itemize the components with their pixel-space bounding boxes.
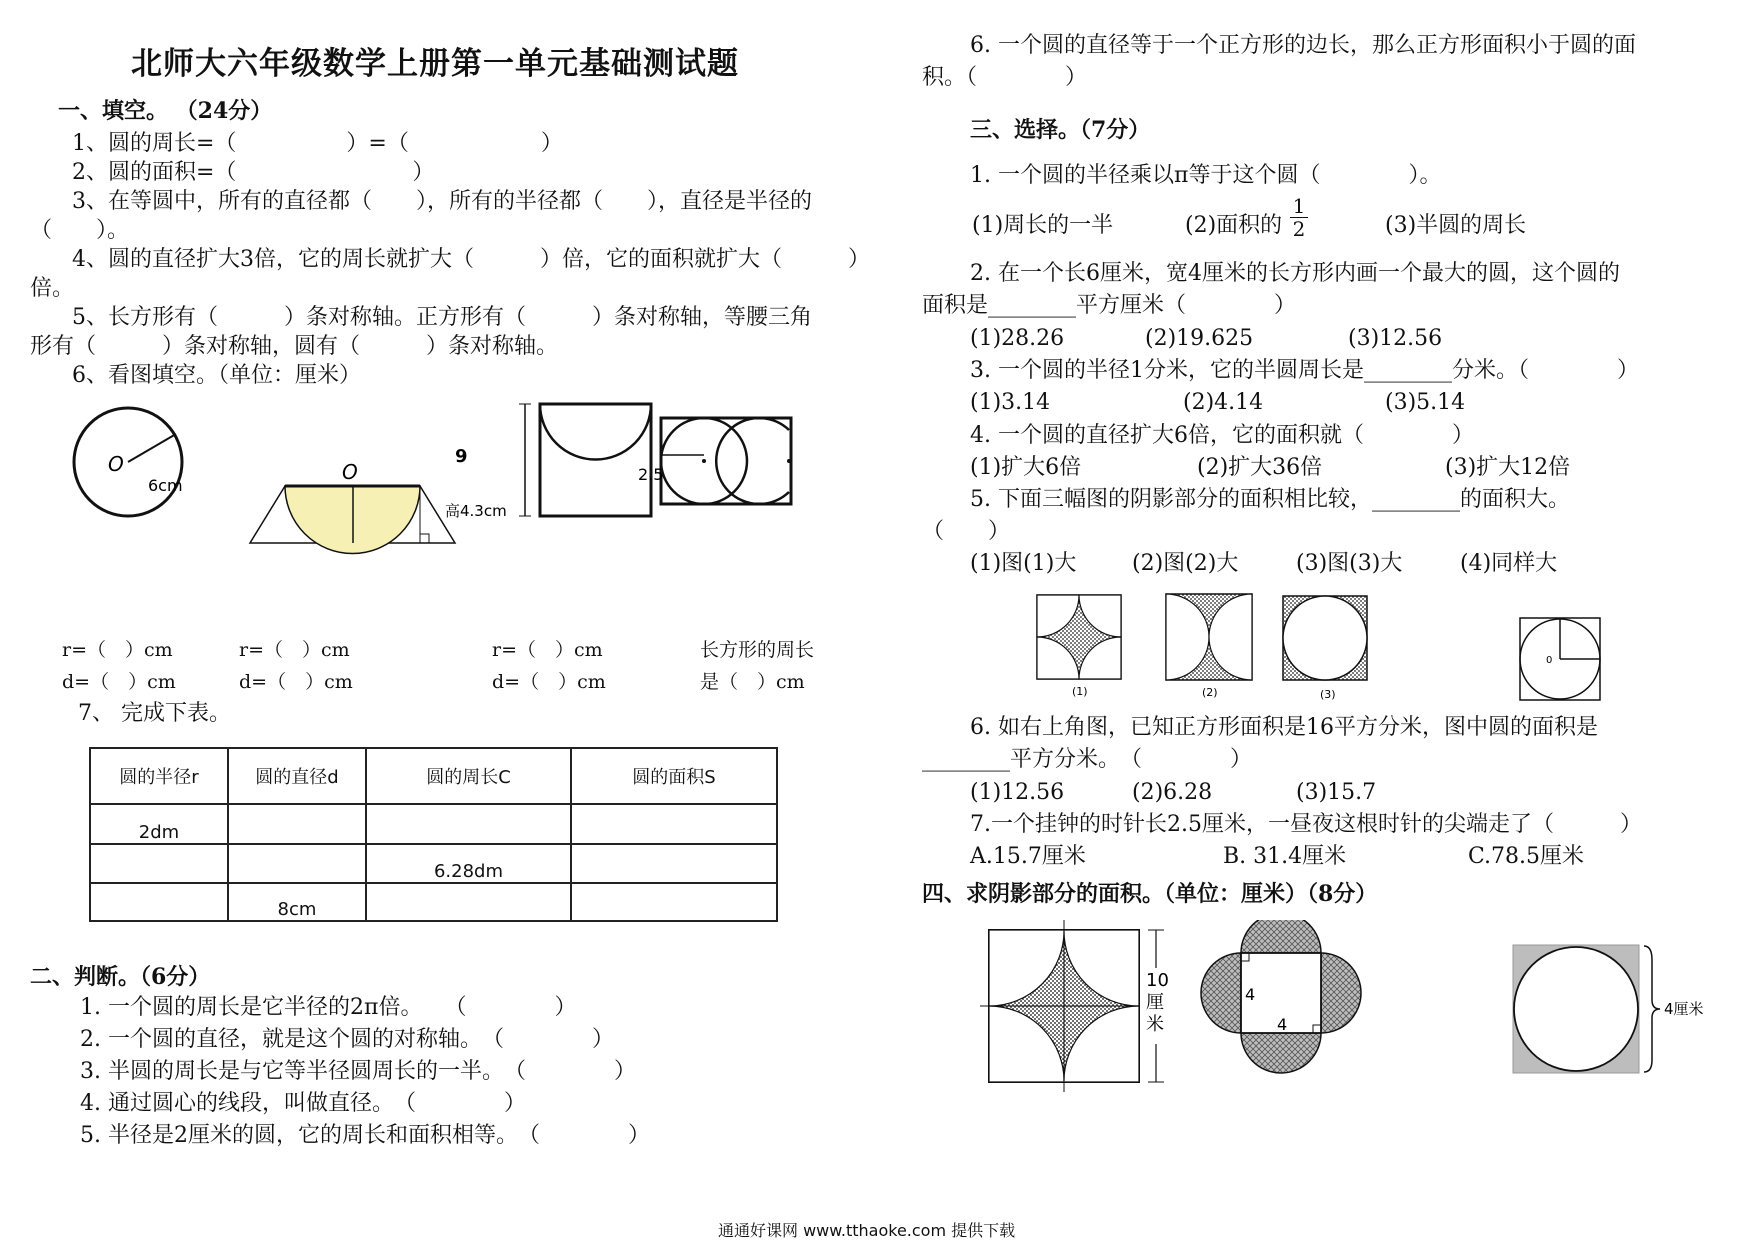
r-answer-2: r=（ ）cm	[239, 639, 350, 661]
fraction	[1290, 195, 1308, 240]
area-fig-2-bottom-label: 4	[1277, 1015, 1288, 1034]
s3-question-2a: 2. 在一个长6厘米，宽4厘米的长方形内画一个最大的圆，这个圆的	[970, 261, 1620, 286]
side-length-label: 9	[455, 446, 468, 467]
s1-question-4b: 倍。	[30, 276, 75, 301]
s3-q3-option-2: (2)4.14	[1183, 390, 1264, 415]
s2-item-5: 5. 半径是2厘米的圆，它的周长和面积相等。 （ ）	[80, 1123, 650, 1148]
rect-perimeter-label: 长方形的周长	[700, 639, 815, 661]
d-answer-1: d=（ ）cm	[62, 671, 176, 693]
s3-question-5b: （ ）	[922, 519, 1011, 544]
s3-question-2b: 面积是________平方厘米（ ）	[922, 293, 1297, 318]
table-header: 圆的半径r	[90, 748, 228, 804]
s3-question-7: 7.一个挂钟的时针长2.5厘米，一昼夜这根时针的尖端走了（ ）	[970, 812, 1642, 837]
section-1-heading: 一、填空。 （24分）	[58, 98, 273, 124]
semicircle-center-label: O	[342, 460, 358, 484]
table-cell[interactable]: 6.28dm	[366, 844, 571, 883]
area-figure-2	[1201, 920, 1361, 1073]
shade-fig-2-label: (2)	[1202, 686, 1218, 699]
s3-q5-figures	[1030, 590, 1610, 705]
s2-item-6b: 积。（ ）	[922, 65, 1088, 90]
area-figure-1	[980, 920, 1172, 1092]
section-2-heading: 二、判断。（6分）	[30, 964, 211, 990]
circle-figure-1	[74, 408, 183, 516]
radius-25-label: 2.5	[638, 465, 664, 484]
s1-question-1: 1、圆的周长=（ ）=（ ）	[72, 131, 563, 156]
area-fig-1-label-char: 厘	[1146, 992, 1164, 1013]
table-cell[interactable]	[571, 844, 777, 883]
area-figure-3	[1513, 945, 1704, 1073]
table-cell[interactable]	[366, 804, 571, 844]
s3-question-3: 3. 一个圆的半径1分米，它的半圆周长是________分米。（ ）	[970, 358, 1639, 383]
s1-question-2: 2、圆的面积=（ ）	[72, 160, 435, 185]
radius-label: 6cm	[148, 476, 183, 495]
s1-question-5a: 5、长方形有（ ）条对称轴。正方形有（ ）条对称轴，等腰三角	[72, 305, 812, 330]
section-3-heading: 三、选择。（7分）	[970, 117, 1151, 143]
s3-question-6a: 6. 如右上角图，已知正方形面积是16平方分米，图中圆的面积是	[970, 715, 1598, 740]
height-label: 高4.3cm	[445, 502, 507, 520]
s3-q6-option-1: (1)12.56	[970, 780, 1065, 805]
s3-q4-option-3: (3)扩大12倍	[1445, 455, 1571, 480]
r-answer-1: r=（ ）cm	[62, 639, 173, 661]
s3-question-5a: 5. 下面三幅图的阴影部分的面积相比较，________的面积大。	[970, 487, 1570, 512]
table-cell[interactable]: 2dm	[90, 804, 228, 844]
table-cell[interactable]: 8cm	[228, 883, 366, 921]
center-zero-label: 0	[1546, 655, 1553, 666]
s3-question-4: 4. 一个圆的直径扩大6倍，它的面积就（ ）	[970, 423, 1474, 448]
s3-q6-option-3: (3)15.7	[1296, 780, 1377, 805]
s2-item-6a: 6. 一个圆的直径等于一个正方形的边长，那么正方形面积小于圆的面	[970, 33, 1636, 58]
circle-center-label: O	[108, 452, 124, 476]
s1-question-4a: 4、圆的直径扩大3倍，它的周长就扩大（ ）倍，它的面积就扩大（ ）	[72, 247, 870, 272]
s3-q4-option-2: (2)扩大36倍	[1197, 455, 1323, 480]
s2-item-2: 2. 一个圆的直径，就是这个圆的对称轴。 （ ）	[80, 1027, 614, 1052]
table-header: 圆的直径d	[228, 748, 366, 804]
table-cell[interactable]	[571, 883, 777, 921]
s1-question-6: 6、看图填空。（单位：厘米）	[72, 363, 361, 388]
s1-question-3b: （ ）。	[30, 218, 130, 243]
s3-q2-option-3: (3)12.56	[1348, 326, 1443, 351]
d-answer-3: d=（ ）cm	[492, 671, 606, 693]
s3-q7-option-c: C.78.5厘米	[1468, 844, 1585, 869]
s1-question-3a: 3、在等圆中，所有的直径都（ ），所有的半径都（ ），直径是半径的	[72, 189, 812, 214]
s1-question-7: 7、 完成下表。	[78, 701, 231, 726]
r-answer-3: r=（ ）cm	[492, 639, 603, 661]
circle-table	[89, 747, 778, 922]
s3-q5-option-1: (1)图(1)大	[970, 551, 1077, 576]
s3-q4-option-1: (1)扩大6倍	[970, 455, 1082, 480]
shade-figure-1	[1037, 595, 1121, 698]
rectangle-two-circles-figure	[638, 418, 791, 504]
rect-perimeter-answer: 是（ ）cm	[700, 671, 805, 693]
area-fig-3-label: 4厘米	[1664, 1000, 1704, 1018]
shade-figure-2	[1166, 594, 1252, 699]
s1-question-5b: 形有（ ）条对称轴，圆有（ ）条对称轴。	[30, 334, 559, 359]
s3-q7-option-a: A.15.7厘米	[970, 844, 1086, 869]
area-fig-1-label-char: 米	[1146, 1014, 1164, 1035]
section-4-heading: 四、求阴影部分的面积。（单位：厘米）（8分）	[922, 881, 1378, 907]
shade-figure-3	[1283, 596, 1367, 701]
table-row	[90, 883, 777, 921]
area-fig-2-side-label: 4	[1245, 985, 1256, 1004]
trapezoid-semicircle-figure	[250, 460, 507, 554]
table-cell[interactable]	[571, 804, 777, 844]
d-answer-2: d=（ ）cm	[239, 671, 353, 693]
table-header: 圆的周长C	[366, 748, 571, 804]
table-cell[interactable]	[90, 844, 228, 883]
table-cell[interactable]	[366, 883, 571, 921]
s3-q1-option-2: (2)面积的	[1185, 213, 1283, 238]
shade-fig-3-label: (3)	[1320, 688, 1336, 701]
s3-q1-option-1: (1)周长的一半	[972, 213, 1114, 238]
shade-fig-1-label: (1)	[1072, 685, 1088, 698]
table-row	[90, 804, 777, 844]
s3-q5-option-4: (4)同样大	[1460, 551, 1558, 576]
s3-q3-option-3: (3)5.14	[1385, 390, 1466, 415]
s3-q1-option-3: (3)半圆的周长	[1385, 213, 1527, 238]
s4-figures	[980, 920, 1720, 1100]
s2-item-3: 3. 半圆的周长是与它等半径圆周长的一半。 （ ）	[80, 1059, 636, 1084]
s3-question-1: 1. 一个圆的半径乘以π等于这个圆（ ）。	[970, 163, 1442, 188]
s3-question-6b: ________平方分米。 （ ）	[922, 747, 1253, 772]
s3-q3-option-1: (1)3.14	[970, 390, 1051, 415]
footer-credit: 通通好课网 www.tthaoke.com 提供下载	[718, 1221, 1016, 1240]
table-cell[interactable]	[228, 844, 366, 883]
page-title: 北师大六年级数学上册第一单元基础测试题	[131, 46, 739, 82]
square-semicircle-figure	[455, 404, 651, 516]
s3-q5-option-3: (3)图(3)大	[1296, 551, 1403, 576]
fraction-numerator: 1	[1292, 194, 1306, 218]
s3-q2-option-1: (1)28.26	[970, 326, 1065, 351]
table-cell[interactable]	[90, 883, 228, 921]
s3-q7-option-b: B. 31.4厘米	[1223, 844, 1347, 869]
area-fig-1-label-char: 10	[1146, 970, 1169, 991]
s2-item-4: 4. 通过圆心的线段，叫做直径。 （ ）	[80, 1091, 526, 1116]
table-cell[interactable]	[228, 804, 366, 844]
table-row	[90, 844, 777, 883]
quarter-circle-square-figure	[1520, 618, 1600, 700]
table-header: 圆的面积S	[571, 748, 777, 804]
s3-q2-option-2: (2)19.625	[1145, 326, 1254, 351]
s3-q6-option-2: (2)6.28	[1132, 780, 1213, 805]
s1-q6-figures	[70, 400, 910, 590]
fraction-denominator: 2	[1290, 217, 1308, 240]
s2-item-1: 1. 一个圆的周长是它半径的2π倍。 （ ）	[80, 995, 577, 1020]
table-header-row	[90, 748, 777, 804]
s3-q5-option-2: (2)图(2)大	[1132, 551, 1239, 576]
